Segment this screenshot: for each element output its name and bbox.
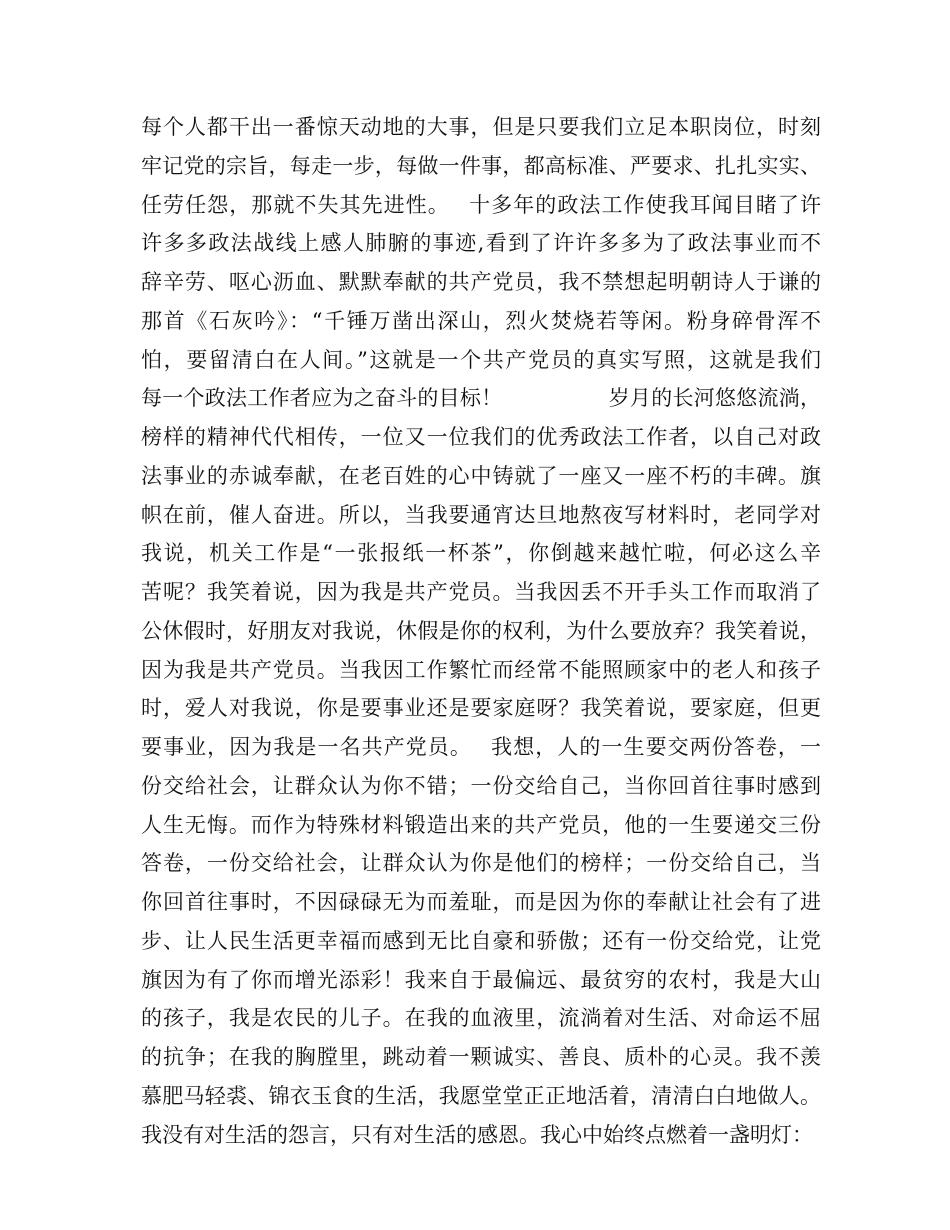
text-line: 帜在前，催人奋进。所以，当我要通宵达旦地熬夜写材料时，老同学对 [141, 502, 821, 527]
text-line: 要事业，因为我是一名共产党员。 我想，人的一生要交两份答卷，一 [141, 735, 821, 759]
text-line: 怕，要留清白在人间。”这就是一个共产党员的真实写照，这就是我们 [141, 347, 821, 372]
text-line: 的孩子，我是农民的儿子。在我的血液里，流淌着对生活、对命运不屈 [141, 1006, 821, 1031]
text-line: 那首《石灰吟》：“千锤万凿出深山，烈火焚烧若等闲。粉身碎骨浑不 [141, 308, 821, 333]
text-line: 每一个政法工作者应为之奋斗的目标！ 岁月的长河悠悠流淌， [141, 386, 821, 411]
text-line: 许多多政法战线上感人肺腑的事迹,看到了许许多多为了政法事业而不 [141, 231, 821, 256]
text-line: 公休假时，好朋友对我说，休假是你的权利，为什么要放弃？我笑着说， [141, 618, 821, 643]
text-line: 步、让人民生活更幸福而感到无比自豪和骄傲；还有一份交给党，让党 [141, 928, 821, 953]
text-line: 辞辛劳、呕心沥血、默默奉献的共产党员，我不禁想起明朝诗人于谦的 [141, 270, 821, 294]
text-line: 法事业的赤诚奉献，在老百姓的心中铸就了一座又一座不朽的丰碑。旗 [141, 463, 821, 488]
text-line: 每个人都干出一番惊天动地的大事，但是只要我们立足本职岗位，时刻 [141, 115, 821, 139]
text-line: 因为我是共产党员。当我因工作繁忙而经常不能照顾家中的老人和孩子 [141, 657, 821, 682]
text-line: 任劳任怨，那就不失其先进性。 十多年的政法工作使我耳闻目睹了许 [141, 192, 821, 217]
text-line: 榜样的精神代代相传，一位又一位我们的优秀政法工作者，以自己对政 [141, 425, 821, 449]
text-line: 旗因为有了你而增光添彩！我来自于最偏远、最贫穷的农村，我是大山 [141, 967, 821, 992]
text-line: 苦呢？我笑着说，因为我是共产党员。当我因丢不开手头工作而取消了 [141, 580, 821, 604]
text-line: 份交给社会，让群众认为你不错；一份交给自己，当你回首往事时感到 [141, 773, 821, 798]
text-line: 的抗争；在我的胸膛里，跳动着一颗诚实、善良、质朴的心灵。我不羡 [141, 1045, 821, 1069]
text-line: 我没有对生活的怨言，只有对生活的感恩。我心中始终点燃着一盏明灯： [141, 1122, 813, 1147]
text-line: 慕肥马轻裘、锦衣玉食的生活，我愿堂堂正正地活着，清清白白地做人。 [141, 1083, 821, 1108]
text-line: 时，爱人对我说，你是要事业还是要家庭呀？我笑着说，要家庭，但更 [141, 696, 821, 721]
text-line: 牢记党的宗旨，每走一步，每做一件事，都高标准、严要求、扎扎实实、 [141, 153, 821, 178]
text-line: 答卷，一份交给社会，让群众认为你是他们的榜样；一份交给自己，当 [141, 851, 821, 876]
text-line: 人生无悔。而作为特殊材料锻造出来的共产党员，他的一生要递交三份 [141, 812, 821, 837]
text-line: 你回首往事时，不因碌碌无为而羞耻，而是因为你的奉献让社会有了进 [141, 890, 821, 914]
text-line: 我说，机关工作是“一张报纸一杯茶”，你倒越来越忙啦，何必这么辛 [141, 541, 821, 566]
body-text [141, 108, 821, 1154]
